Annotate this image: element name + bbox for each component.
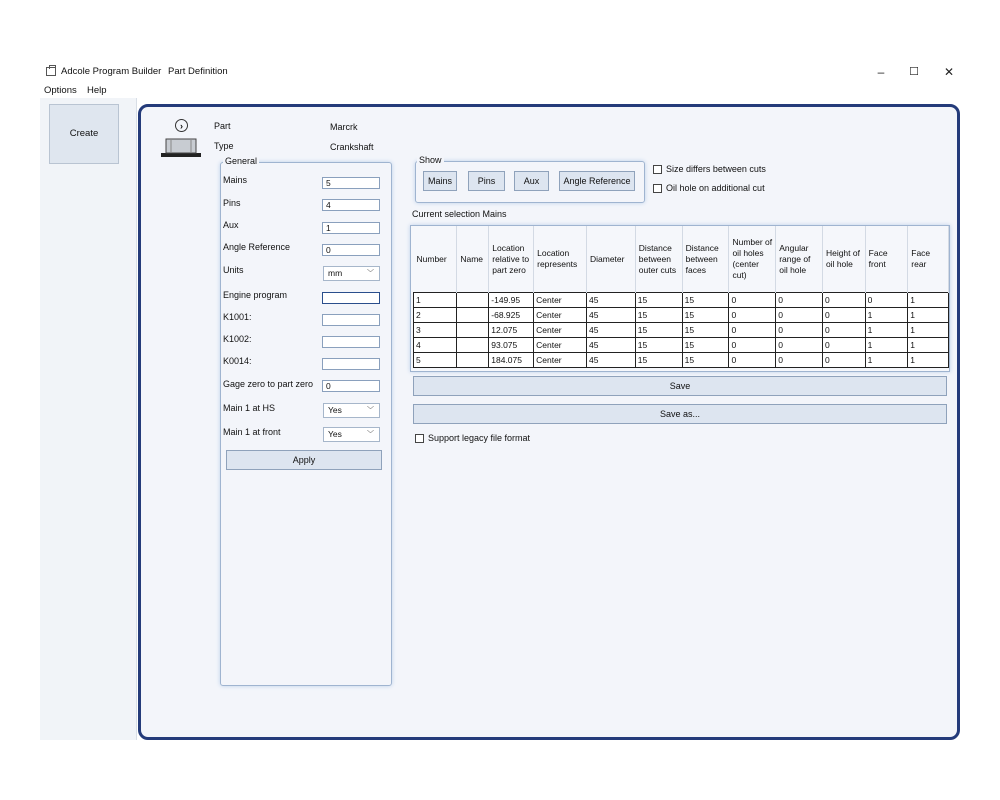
mains-table xyxy=(413,226,949,368)
show-group-title: Show xyxy=(419,155,442,165)
angle-reference-field[interactable]: 0 xyxy=(322,244,380,256)
k1001-label: K1001: xyxy=(223,312,252,322)
table-cell[interactable]: 45 xyxy=(586,338,635,353)
type-label: Type xyxy=(214,141,234,151)
title-bar xyxy=(40,60,962,84)
table-row[interactable] xyxy=(414,338,949,353)
column-header[interactable]: Diameter xyxy=(586,226,635,293)
table-cell[interactable]: -149.95 xyxy=(489,293,534,308)
table-cell[interactable] xyxy=(457,338,489,353)
save-as-button[interactable]: Save as... xyxy=(413,404,947,424)
table-cell[interactable]: 1 xyxy=(865,323,908,338)
general-group xyxy=(220,162,392,686)
table-cell[interactable]: 15 xyxy=(635,293,682,308)
table-cell[interactable] xyxy=(457,353,489,368)
gage-zero-label: Gage zero to part zero xyxy=(223,379,314,389)
column-header[interactable]: Number of oil holes (center cut) xyxy=(729,226,776,293)
table-cell[interactable]: 45 xyxy=(586,308,635,323)
column-header[interactable]: Distance between outer cuts xyxy=(635,226,682,293)
part-label: Part xyxy=(214,121,231,131)
table-cell[interactable]: 93.075 xyxy=(489,338,534,353)
engine-program-field[interactable] xyxy=(322,292,380,304)
table-cell[interactable]: Center xyxy=(534,323,587,338)
pins-field[interactable]: 4 xyxy=(322,199,380,211)
table-cell[interactable]: 0 xyxy=(729,323,776,338)
table-cell[interactable]: 1 xyxy=(865,308,908,323)
app-window xyxy=(40,60,962,740)
table-cell[interactable]: 15 xyxy=(682,338,729,353)
menu-bar xyxy=(40,84,962,98)
table-cell[interactable]: -68.925 xyxy=(489,308,534,323)
part-definition-panel xyxy=(138,104,960,740)
chevron-down-icon: ﹀ xyxy=(367,431,374,438)
current-selection-text: Current selection Mains xyxy=(412,209,507,219)
main1-at-front-label: Main 1 at front xyxy=(223,427,281,437)
column-header[interactable]: Face rear xyxy=(908,226,949,293)
table-cell[interactable] xyxy=(457,308,489,323)
table-cell[interactable]: 15 xyxy=(682,323,729,338)
k0014-field[interactable] xyxy=(322,358,380,370)
app-icon xyxy=(46,67,56,76)
column-header[interactable]: Face front xyxy=(865,226,908,293)
part-value: Marcrk xyxy=(330,122,358,132)
table-cell[interactable]: 0 xyxy=(776,338,823,353)
column-header[interactable]: Location relative to part zero xyxy=(489,226,534,293)
table-cell[interactable]: 0 xyxy=(729,308,776,323)
show-angle-reference-button[interactable]: Angle Reference xyxy=(559,171,635,191)
engine-program-label: Engine program xyxy=(223,290,288,300)
table-cell[interactable]: 15 xyxy=(682,308,729,323)
mains-data-grid[interactable] xyxy=(410,225,950,372)
close-button[interactable]: ✕ xyxy=(943,65,955,79)
k1002-field[interactable] xyxy=(322,336,380,348)
chevron-down-icon: ﹀ xyxy=(367,270,374,277)
show-pins-button[interactable]: Pins xyxy=(468,171,505,191)
table-cell[interactable]: 1 xyxy=(865,353,908,368)
table-cell[interactable]: 12.075 xyxy=(489,323,534,338)
table-cell[interactable]: 15 xyxy=(635,338,682,353)
sidebar xyxy=(40,98,137,740)
table-cell[interactable]: 15 xyxy=(635,308,682,323)
main1-at-front-value: Yes xyxy=(328,429,342,439)
table-cell[interactable]: 2 xyxy=(414,308,457,323)
column-header[interactable]: Number xyxy=(414,226,457,293)
column-header[interactable]: Location represents xyxy=(534,226,587,293)
column-header[interactable]: Height of oil hole xyxy=(822,226,865,293)
table-cell[interactable]: 184.075 xyxy=(489,353,534,368)
aux-label: Aux xyxy=(223,220,239,230)
main1-at-front-select[interactable] xyxy=(323,427,380,442)
table-cell[interactable]: 1 xyxy=(908,293,949,308)
apply-button[interactable]: Apply xyxy=(226,450,382,470)
menu-options[interactable]: Options xyxy=(44,85,77,96)
table-row[interactable] xyxy=(414,293,949,308)
pins-label: Pins xyxy=(223,198,241,208)
table-cell[interactable]: 15 xyxy=(635,323,682,338)
table-cell[interactable]: 4 xyxy=(414,338,457,353)
table-row[interactable] xyxy=(414,323,949,338)
k1002-label: K1002: xyxy=(223,334,252,344)
mains-label: Mains xyxy=(223,175,248,185)
units-value: mm xyxy=(328,268,343,278)
table-cell[interactable]: 3 xyxy=(414,323,457,338)
k1001-field[interactable] xyxy=(322,314,380,326)
table-cell[interactable]: 0 xyxy=(776,308,823,323)
table-cell[interactable]: Center xyxy=(534,293,587,308)
main1-at-hs-select[interactable] xyxy=(323,403,380,418)
table-cell[interactable]: 15 xyxy=(682,353,729,368)
units-select[interactable] xyxy=(323,266,380,281)
table-cell[interactable]: 1 xyxy=(865,338,908,353)
table-cell[interactable] xyxy=(457,293,489,308)
type-value: Crankshaft xyxy=(330,142,374,152)
show-aux-button[interactable]: Aux xyxy=(514,171,549,191)
table-cell[interactable]: 1 xyxy=(908,323,949,338)
table-cell[interactable]: 0 xyxy=(776,353,823,368)
create-button[interactable]: Create xyxy=(49,104,119,164)
table-cell[interactable]: 0 xyxy=(729,293,776,308)
chevron-down-icon: ﹀ xyxy=(367,407,374,414)
main1-at-hs-label: Main 1 at HS xyxy=(223,403,276,413)
k0014-label: K0014: xyxy=(223,356,252,366)
column-header[interactable]: Angular range of oil hole xyxy=(776,226,823,293)
menu-help[interactable]: Help xyxy=(87,85,107,96)
table-cell[interactable]: 0 xyxy=(729,338,776,353)
column-header[interactable]: Name xyxy=(457,226,489,293)
legacy-format-checkbox[interactable] xyxy=(415,434,424,443)
legacy-format-label: Support legacy file format xyxy=(428,433,531,443)
chevron-right-icon[interactable]: › xyxy=(175,119,188,132)
size-differs-checkbox[interactable] xyxy=(653,165,662,174)
table-cell[interactable]: 0 xyxy=(776,323,823,338)
table-row[interactable] xyxy=(414,308,949,323)
table-cell[interactable]: 15 xyxy=(635,353,682,368)
oil-hole-checkbox[interactable] xyxy=(653,184,662,193)
minimize-button[interactable]: – xyxy=(877,65,885,79)
table-cell[interactable]: 0 xyxy=(822,308,865,323)
app-title: Adcole Program Builder xyxy=(61,66,162,77)
table-cell[interactable]: 0 xyxy=(776,293,823,308)
angle-reference-label: Angle Reference xyxy=(223,242,291,252)
table-cell[interactable]: 1 xyxy=(908,308,949,323)
page-title: Part Definition xyxy=(168,66,228,77)
aux-field[interactable]: 1 xyxy=(322,222,380,234)
maximize-button[interactable]: ☐ xyxy=(909,66,919,78)
save-button[interactable]: Save xyxy=(413,376,947,396)
table-cell[interactable] xyxy=(457,323,489,338)
table-cell[interactable]: 0 xyxy=(822,293,865,308)
units-label: Units xyxy=(223,265,244,275)
table-cell[interactable]: 0 xyxy=(822,338,865,353)
table-cell[interactable]: Center xyxy=(534,338,587,353)
table-cell[interactable]: 0 xyxy=(822,353,865,368)
table-cell[interactable]: 15 xyxy=(682,293,729,308)
oil-hole-label: Oil hole on additional cut xyxy=(666,183,765,193)
table-cell[interactable]: 5 xyxy=(414,353,457,368)
table-cell[interactable]: 45 xyxy=(586,353,635,368)
table-cell[interactable]: 45 xyxy=(586,323,635,338)
show-mains-button[interactable]: Mains xyxy=(423,171,457,191)
main1-at-hs-value: Yes xyxy=(328,405,342,415)
table-cell[interactable]: Center xyxy=(534,308,587,323)
table-cell[interactable]: 0 xyxy=(729,353,776,368)
table-cell[interactable]: 45 xyxy=(586,293,635,308)
table-cell[interactable]: 0 xyxy=(822,323,865,338)
table-cell[interactable]: 1 xyxy=(908,353,949,368)
table-row[interactable] xyxy=(414,353,949,368)
column-header[interactable]: Distance between faces xyxy=(682,226,729,293)
general-group-title: General xyxy=(225,156,258,166)
size-differs-label: Size differs between cuts xyxy=(666,164,766,174)
table-cell[interactable]: 0 xyxy=(865,293,908,308)
table-cell[interactable]: Center xyxy=(534,353,587,368)
mains-field[interactable]: 5 xyxy=(322,177,380,189)
crankshaft-part-icon xyxy=(159,137,203,159)
table-cell[interactable]: 1 xyxy=(908,338,949,353)
table-cell[interactable]: 1 xyxy=(414,293,457,308)
gage-zero-field[interactable]: 0 xyxy=(322,380,380,392)
